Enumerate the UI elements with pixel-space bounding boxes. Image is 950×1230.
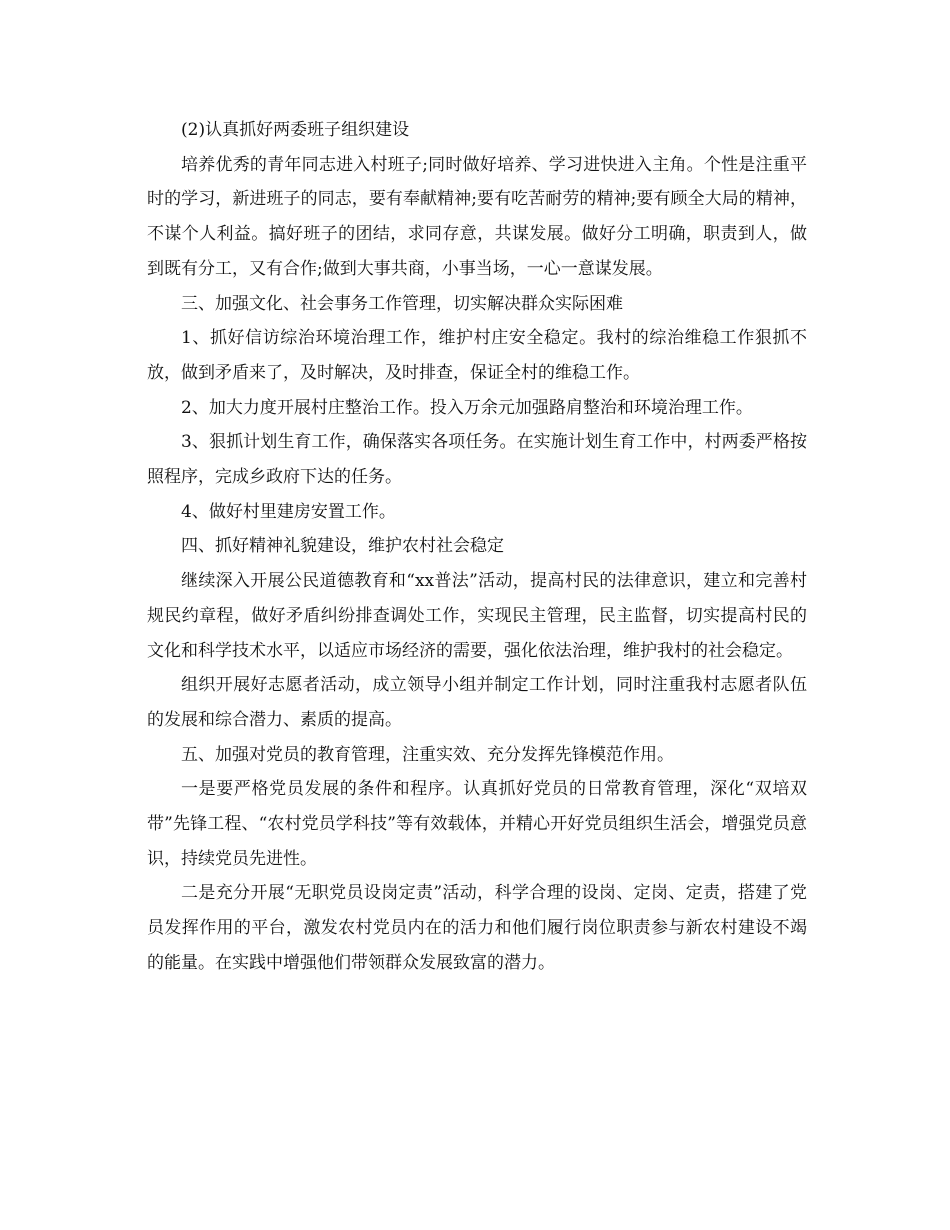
list-item-village-renovation: 2、加大力度开展村庄整治工作。投入万余元加强路肩整治和环境治理工作。	[181, 397, 753, 418]
paragraph-legal-education: 继续深入开展公民道德教育和“xx普法”活动，提高村民的法律意识，建立和完善村规民约章程，做好矛盾纠纷排查调处工作，实现民主管理，民主监督，切实提高村民的文化和科学技术水平，以适应市场经济的需要，强化依法治理，维护我村的社会稳定。	[147, 571, 807, 661]
list-item-family-planning: 3、狠抓计划生育工作，确保落实各项任务。在实施计划生育工作中，村两委严格按照程序，完成乡政府下达的任务。	[147, 432, 807, 488]
paragraph-member-development: 一是要严格党员发展的条件和程序。认真抓好党员的日常教育管理，深化“双培双带”先锋工程、“农村党员学科技”等有效载体，并精心开好党员组织生活会，增强党员意识，持续党员先进性。	[147, 779, 807, 869]
paragraph-volunteers: 组织开展好志愿者活动，成立领导小组并制定工作计划，同时注重我村志愿者队伍的发展和综合潜力、素质的提高。	[147, 675, 807, 730]
paragraph-member-posts: 二是充分开展“无职党员设岗定责”活动，科学合理的设岗、定岗、定责，搭建了党员发挥作用的平台，激发农村党员内在的活力和他们履行岗位职责参与新农村建设不竭的能量。在实践中增强他们带领群众发展致富的潜力。	[147, 883, 807, 973]
section-heading-culture-affairs: 三、加强文化、社会事务工作管理，切实解决群众实际困难	[181, 293, 623, 314]
subheading-team-building: (2)认真抓好两委班子组织建设	[181, 120, 410, 140]
section-heading-party-members: 五、加强对党员的教育管理，注重实效、充分发挥先锋模范作用。	[181, 744, 674, 765]
paragraph-team-building: 培养优秀的青年同志进入村班子;同时做好培养、学习进快进入主角。个性是注重平时的学习，新进班子的同志，要有奉献精神;要有吃苦耐劳的精神;要有顾全大局的精神，不谋个人利益。搞好班子的团结，求同存意，共谋发展。做好分工明确，职责到人，做到既有分工，又有合作;做到大事共商，小事当场，一心一意谋发展。	[147, 154, 807, 279]
section-heading-civility: 四、抓好精神礼貌建设，维护农村社会稳定	[181, 536, 504, 557]
document-page	[147, 113, 807, 981]
list-item-petition-security: 1、抓好信访综治环境治理工作，维护村庄安全稳定。我村的综治维稳工作狠抓不放，做到矛盾来了，及时解决，及时排查，保证全村的维稳工作。	[147, 328, 807, 383]
list-item-housing-resettlement: 4、做好村里建房安置工作。	[181, 501, 396, 522]
